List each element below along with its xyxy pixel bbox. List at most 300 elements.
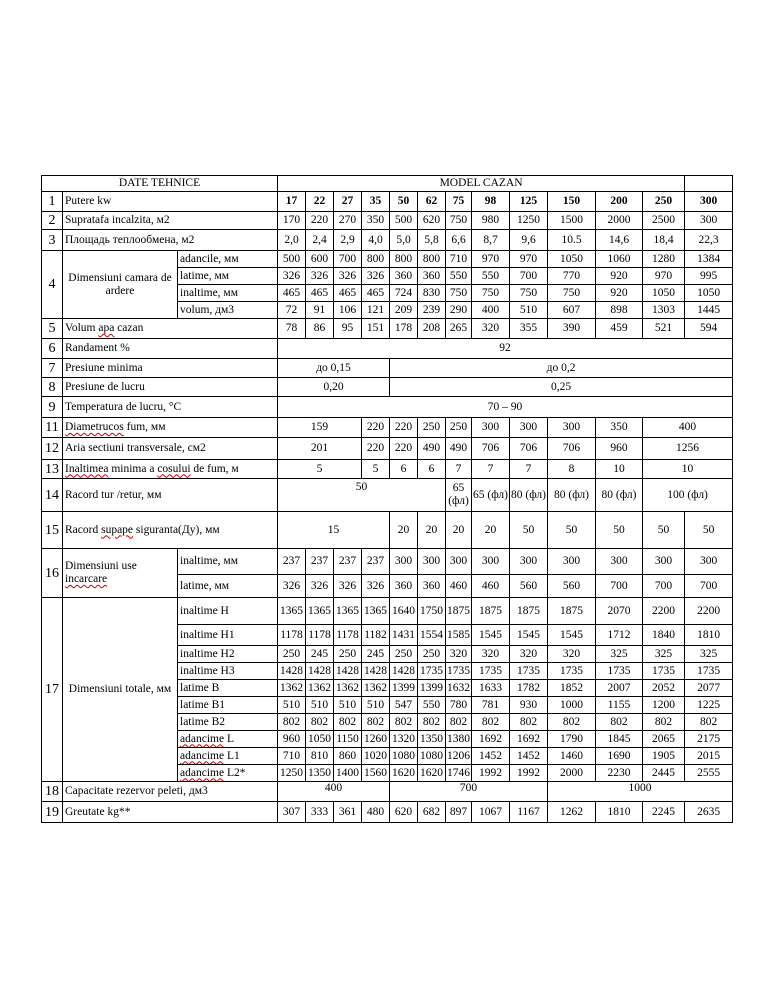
row-number: 7 xyxy=(42,359,63,378)
table-cell: 1428 xyxy=(390,663,418,680)
table-cell: 802 xyxy=(334,714,362,731)
table-cell: 1260 xyxy=(362,731,390,748)
table-cell: 300 xyxy=(472,418,510,438)
table-body xyxy=(42,176,733,823)
table-cell: 50 xyxy=(596,512,643,549)
table-cell: 1380 xyxy=(446,731,472,748)
header-left: DATE TEHNICE xyxy=(42,176,278,192)
table-cell: 106 xyxy=(334,302,362,319)
table-cell: 320 xyxy=(472,646,510,663)
row-number: 15 xyxy=(42,512,63,549)
table-cell: 1692 xyxy=(510,731,548,748)
row-label: Dimensiuni totale, мм xyxy=(63,598,178,782)
table-cell: 2070 xyxy=(596,598,643,625)
table-cell: 1735 xyxy=(643,663,685,680)
label-part: Dimensiuni use xyxy=(65,560,137,572)
table-cell: 706 xyxy=(548,438,596,460)
sub-label: latime, мм xyxy=(178,575,278,598)
table-cell: 1640 xyxy=(390,598,418,625)
table-cell: 802 xyxy=(643,714,685,731)
model-cell: 50 xyxy=(390,192,418,212)
table-cell: 2077 xyxy=(685,680,733,697)
sub-label: latime, мм xyxy=(178,268,278,285)
table-cell: 159 xyxy=(278,418,362,438)
row-label xyxy=(63,418,278,438)
table-row xyxy=(42,251,733,268)
table-cell: 7 xyxy=(510,460,548,479)
table-cell: 750 xyxy=(446,285,472,302)
table-cell: 237 xyxy=(306,549,334,575)
table-cell: 300 xyxy=(510,549,548,575)
model-cell: 200 xyxy=(596,192,643,212)
row-label: Greutate kg** xyxy=(63,802,278,823)
table-cell: 2000 xyxy=(548,765,596,782)
table-cell: 151 xyxy=(362,319,390,339)
table-cell: 1431 xyxy=(390,625,418,646)
table-cell: 1320 xyxy=(390,731,418,748)
model-cell: 75 xyxy=(446,192,472,212)
table-cell: 1080 xyxy=(418,748,446,765)
table-cell: 802 xyxy=(390,714,418,731)
row-label: Площадь теплообмена, м2 xyxy=(63,230,278,251)
table-cell: 350 xyxy=(596,418,643,438)
table-cell: 710 xyxy=(446,251,472,268)
sub-label: latime B xyxy=(178,680,278,697)
table-cell: 300 xyxy=(510,418,548,438)
table-cell: 20 xyxy=(390,512,418,549)
table-cell: 320 xyxy=(510,646,548,663)
table-cell: 220 xyxy=(306,212,334,230)
row-number: 2 xyxy=(42,212,63,230)
table-cell: 550 xyxy=(446,268,472,285)
table-cell: 510 xyxy=(362,697,390,714)
table-cell: 1545 xyxy=(472,625,510,646)
table-cell: 325 xyxy=(685,646,733,663)
table-cell: 2052 xyxy=(643,680,685,697)
label-part: minima a xyxy=(108,462,158,475)
table-cell: 65 (фл) xyxy=(472,479,510,512)
table-cell: 1362 xyxy=(362,680,390,697)
row-number: 16 xyxy=(42,549,63,598)
table-cell: 521 xyxy=(643,319,685,339)
table-cell: 400 xyxy=(643,418,733,438)
table-cell: 1840 xyxy=(643,625,685,646)
table-cell: 960 xyxy=(596,438,643,460)
table-row xyxy=(42,802,733,823)
table-cell: 1875 xyxy=(472,598,510,625)
table-cell: 1362 xyxy=(334,680,362,697)
merged-value: до 0,2 xyxy=(390,359,733,378)
table-cell: 5,0 xyxy=(390,230,418,251)
table-cell: 1178 xyxy=(306,625,334,646)
table-cell: 460 xyxy=(446,575,472,598)
table-cell: 800 xyxy=(418,251,446,268)
table-cell: 4,0 xyxy=(362,230,390,251)
label-part: adancime xyxy=(180,766,225,779)
row-label: Dimensiuni camara de ardere xyxy=(63,251,178,319)
table-cell: 220 xyxy=(362,438,390,460)
table-cell: 325 xyxy=(596,646,643,663)
table-cell: 326 xyxy=(306,268,334,285)
table-cell: 970 xyxy=(643,268,685,285)
model-cell: 250 xyxy=(643,192,685,212)
table-cell: 91 xyxy=(306,302,334,319)
label-part: apa xyxy=(98,322,115,334)
label-part: incarcare xyxy=(65,573,108,585)
table-cell: 270 xyxy=(334,212,362,230)
table-cell: 245 xyxy=(362,646,390,663)
table-cell: 780 xyxy=(446,697,472,714)
table-cell: 239 xyxy=(418,302,446,319)
table-cell: 802 xyxy=(472,714,510,731)
model-cell: 125 xyxy=(510,192,548,212)
table-cell: 1452 xyxy=(510,748,548,765)
table-cell: 15 xyxy=(278,512,390,549)
table-cell: 830 xyxy=(418,285,446,302)
table-cell: 95 xyxy=(334,319,362,339)
sub-label: inaltime H3 xyxy=(178,663,278,680)
table-cell: 1262 xyxy=(548,802,596,823)
table-cell: 710 xyxy=(278,748,306,765)
table-cell: 980 xyxy=(472,212,510,230)
table-cell: 100 (фл) xyxy=(643,479,733,512)
row-number: 11 xyxy=(42,418,63,438)
table-cell: 300 xyxy=(472,549,510,575)
table-cell: 560 xyxy=(548,575,596,598)
table-cell: 1225 xyxy=(685,697,733,714)
table-cell: 1000 xyxy=(548,782,733,802)
table-cell: 1206 xyxy=(446,748,472,765)
table-cell: 750 xyxy=(510,285,548,302)
table-row xyxy=(42,339,733,359)
table-cell: 706 xyxy=(472,438,510,460)
row-number: 18 xyxy=(42,782,63,802)
table-cell: 1150 xyxy=(334,731,362,748)
table-cell: 970 xyxy=(472,251,510,268)
table-cell: 20 xyxy=(472,512,510,549)
table-cell: 10 xyxy=(596,460,643,479)
table-cell: 400 xyxy=(472,302,510,319)
table-cell: 600 xyxy=(306,251,334,268)
table-cell: 460 xyxy=(472,575,510,598)
table-cell: 1050 xyxy=(685,285,733,302)
table-cell: 2015 xyxy=(685,748,733,765)
table-cell: 510 xyxy=(334,697,362,714)
table-cell: 290 xyxy=(446,302,472,319)
table-cell: 547 xyxy=(390,697,418,714)
table-cell: 1182 xyxy=(362,625,390,646)
table-cell: 300 xyxy=(643,549,685,575)
table-cell: 706 xyxy=(510,438,548,460)
table-cell: 700 xyxy=(510,268,548,285)
table-cell: 810 xyxy=(306,748,334,765)
table-cell: 1399 xyxy=(418,680,446,697)
table-cell: 465 xyxy=(334,285,362,302)
table-row xyxy=(42,319,733,339)
table-cell: 897 xyxy=(446,802,472,823)
table-row xyxy=(42,479,733,512)
table-cell: 960 xyxy=(278,731,306,748)
table-cell: 2175 xyxy=(685,731,733,748)
table-cell: 1735 xyxy=(472,663,510,680)
row-number: 3 xyxy=(42,230,63,251)
table-cell: 326 xyxy=(362,575,390,598)
table-cell: 700 xyxy=(643,575,685,598)
table-cell: 300 xyxy=(685,549,733,575)
table-cell: 1545 xyxy=(510,625,548,646)
table-cell: 1875 xyxy=(548,598,596,625)
table-row xyxy=(42,782,733,802)
model-cell: 150 xyxy=(548,192,596,212)
table-cell: 930 xyxy=(510,697,548,714)
table-cell: 22,3 xyxy=(685,230,733,251)
sub-label: inaltime H xyxy=(178,598,278,625)
table-cell: 1428 xyxy=(334,663,362,680)
table-cell: 802 xyxy=(362,714,390,731)
table-cell: 250 xyxy=(334,646,362,663)
row-label: Supratafa incalzita, м2 xyxy=(63,212,278,230)
table-cell: 2635 xyxy=(685,802,733,823)
table-cell: 510 xyxy=(306,697,334,714)
label-part: adancime xyxy=(180,732,225,745)
table-cell: 325 xyxy=(643,646,685,663)
table-row xyxy=(42,549,733,575)
table-cell: 1400 xyxy=(334,765,362,782)
table-cell: 700 xyxy=(596,575,643,598)
table-cell: 20 xyxy=(446,512,472,549)
table-cell: 9,6 xyxy=(510,230,548,251)
sub-label: inaltime, мм xyxy=(178,549,278,575)
table-cell: 480 xyxy=(362,802,390,823)
table-cell: 178 xyxy=(390,319,418,339)
table-cell: 2065 xyxy=(643,731,685,748)
table-cell: 490 xyxy=(446,438,472,460)
label-part: Volum xyxy=(65,322,99,334)
sub-label: latime B1 xyxy=(178,697,278,714)
row-label: Randament % xyxy=(63,339,278,359)
table-cell: 1692 xyxy=(472,731,510,748)
table-cell: 250 xyxy=(390,646,418,663)
row-number: 8 xyxy=(42,378,63,397)
merged-value: 70 – 90 xyxy=(278,397,733,418)
table-cell: 1632 xyxy=(446,680,472,697)
table-cell: 326 xyxy=(362,268,390,285)
table-cell: 300 xyxy=(548,549,596,575)
table-cell: 300 xyxy=(548,418,596,438)
table-cell: 1690 xyxy=(596,748,643,765)
label-part: de fum, м xyxy=(190,462,239,475)
table-cell: 320 xyxy=(472,319,510,339)
label-part: cazan xyxy=(114,322,144,334)
table-cell: 1050 xyxy=(548,251,596,268)
table-cell: 2,4 xyxy=(306,230,334,251)
table-cell: 802 xyxy=(278,714,306,731)
table-cell: 1585 xyxy=(446,625,472,646)
table-cell: 250 xyxy=(446,418,472,438)
sub-label: inaltime, мм xyxy=(178,285,278,302)
table-cell: 1735 xyxy=(685,663,733,680)
table-cell: 1000 xyxy=(548,697,596,714)
table-cell: 50 xyxy=(548,512,596,549)
table-cell: 5 xyxy=(362,460,390,479)
table-cell: 1560 xyxy=(362,765,390,782)
table-cell: 300 xyxy=(418,549,446,575)
table-cell: 2245 xyxy=(643,802,685,823)
table-cell: 1735 xyxy=(446,663,472,680)
table-cell: 2,0 xyxy=(278,230,306,251)
model-cell: 35 xyxy=(362,192,390,212)
table-cell: 7 xyxy=(472,460,510,479)
table-cell: 300 xyxy=(596,549,643,575)
table-cell: 770 xyxy=(548,268,596,285)
table-cell: 750 xyxy=(548,285,596,302)
merged-value: 0,20 xyxy=(278,378,390,397)
table-cell: 1178 xyxy=(278,625,306,646)
table-cell: 6,6 xyxy=(446,230,472,251)
row-label xyxy=(63,512,278,549)
table-cell: 360 xyxy=(390,575,418,598)
table-cell: 465 xyxy=(362,285,390,302)
table-cell: 1735 xyxy=(548,663,596,680)
sub-label: inaltime H1 xyxy=(178,625,278,646)
table-cell: 970 xyxy=(510,251,548,268)
sub-label: adancile, мм xyxy=(178,251,278,268)
table-row xyxy=(42,230,733,251)
table-cell: 620 xyxy=(390,802,418,823)
table-cell: 802 xyxy=(306,714,334,731)
row-label xyxy=(63,460,278,479)
table-cell: 1428 xyxy=(362,663,390,680)
table-cell: 50 xyxy=(643,512,685,549)
table-cell: 1365 xyxy=(306,598,334,625)
row-number: 12 xyxy=(42,438,63,460)
table-cell: 80 (фл) xyxy=(596,479,643,512)
row-label: Racord tur /retur, мм xyxy=(63,479,278,512)
table-cell: 220 xyxy=(362,418,390,438)
table-cell: 50 xyxy=(685,512,733,549)
row-number: 1 xyxy=(42,192,63,212)
table-cell: 490 xyxy=(418,438,446,460)
table-cell: 1365 xyxy=(278,598,306,625)
row-number: 9 xyxy=(42,397,63,418)
table-cell: 8 xyxy=(548,460,596,479)
table-cell: 50 xyxy=(278,479,446,512)
row-label: Capacitate rezervor peleti, дм3 xyxy=(63,782,278,802)
table-cell: 237 xyxy=(278,549,306,575)
table-cell: 1350 xyxy=(418,731,446,748)
table-cell: 1782 xyxy=(510,680,548,697)
table-cell: 1167 xyxy=(510,802,548,823)
merged-value: 92 xyxy=(278,339,733,359)
table-cell: 1746 xyxy=(446,765,472,782)
table-cell: 781 xyxy=(472,697,510,714)
sub-label: volum, дм3 xyxy=(178,302,278,319)
table-cell: 300 xyxy=(446,549,472,575)
table-cell: 86 xyxy=(306,319,334,339)
table-cell: 265 xyxy=(446,319,472,339)
table-cell: 1250 xyxy=(510,212,548,230)
label-part: supape xyxy=(101,523,134,536)
table-row xyxy=(42,378,733,397)
table-row xyxy=(42,438,733,460)
table-cell: 1060 xyxy=(596,251,643,268)
table-cell: 320 xyxy=(548,646,596,663)
merged-value: 0,25 xyxy=(390,378,733,397)
table-cell: 607 xyxy=(548,302,596,319)
table-cell: 1620 xyxy=(390,765,418,782)
table-cell: 1750 xyxy=(418,598,446,625)
label-part: Diametrucos xyxy=(65,421,124,433)
table-cell: 802 xyxy=(510,714,548,731)
table-cell: 6 xyxy=(418,460,446,479)
table-cell: 898 xyxy=(596,302,643,319)
table-cell: 550 xyxy=(418,697,446,714)
table-cell: 361 xyxy=(334,802,362,823)
table-row xyxy=(42,598,733,625)
table-row xyxy=(42,460,733,479)
table-row xyxy=(42,212,733,230)
table-cell: 209 xyxy=(390,302,418,319)
table-cell: 326 xyxy=(278,268,306,285)
model-cell: 17 xyxy=(278,192,306,212)
row-number: 4 xyxy=(42,251,63,319)
table-cell: 390 xyxy=(548,319,596,339)
table-cell: 510 xyxy=(510,302,548,319)
table-cell: 1362 xyxy=(278,680,306,697)
table-cell: 465 xyxy=(306,285,334,302)
row-label: Temperatura de lucru, °C xyxy=(63,397,278,418)
table-cell: 1428 xyxy=(306,663,334,680)
label-part: L1 xyxy=(226,749,240,762)
merged-value: до 0,15 xyxy=(278,359,390,378)
label-part: Racord xyxy=(65,523,102,536)
table-cell: 459 xyxy=(596,319,643,339)
table-cell: 72 xyxy=(278,302,306,319)
table-cell: 2500 xyxy=(643,212,685,230)
table-cell: 1445 xyxy=(685,302,733,319)
sub-label: latime B2 xyxy=(178,714,278,731)
table-cell: 1365 xyxy=(334,598,362,625)
table-cell: 1992 xyxy=(510,765,548,782)
table-cell: 560 xyxy=(510,575,548,598)
model-cell: 300 xyxy=(685,192,733,212)
table-cell: 250 xyxy=(418,646,446,663)
table-cell: 700 xyxy=(334,251,362,268)
table-cell: 1080 xyxy=(390,748,418,765)
row-number: 13 xyxy=(42,460,63,479)
table-row xyxy=(42,397,733,418)
label-part: fum, мм xyxy=(123,421,166,433)
table-cell: 2007 xyxy=(596,680,643,697)
table-cell: 1712 xyxy=(596,625,643,646)
table-cell: 1735 xyxy=(418,663,446,680)
table-cell: 1620 xyxy=(418,765,446,782)
label-part: siguranta(Ду), мм xyxy=(133,523,220,536)
label-part: Inaltimea xyxy=(65,462,109,475)
table-cell: 8,7 xyxy=(472,230,510,251)
table-cell: 360 xyxy=(418,268,446,285)
table-cell: 620 xyxy=(418,212,446,230)
table-cell: 1735 xyxy=(596,663,643,680)
table-cell: 237 xyxy=(362,549,390,575)
table-cell: 65 (фл) xyxy=(446,479,472,512)
sub-label xyxy=(178,748,278,765)
table-cell: 2200 xyxy=(685,598,733,625)
table-cell: 995 xyxy=(685,268,733,285)
table-cell: 682 xyxy=(418,802,446,823)
table-cell: 360 xyxy=(390,268,418,285)
table-cell: 220 xyxy=(390,418,418,438)
